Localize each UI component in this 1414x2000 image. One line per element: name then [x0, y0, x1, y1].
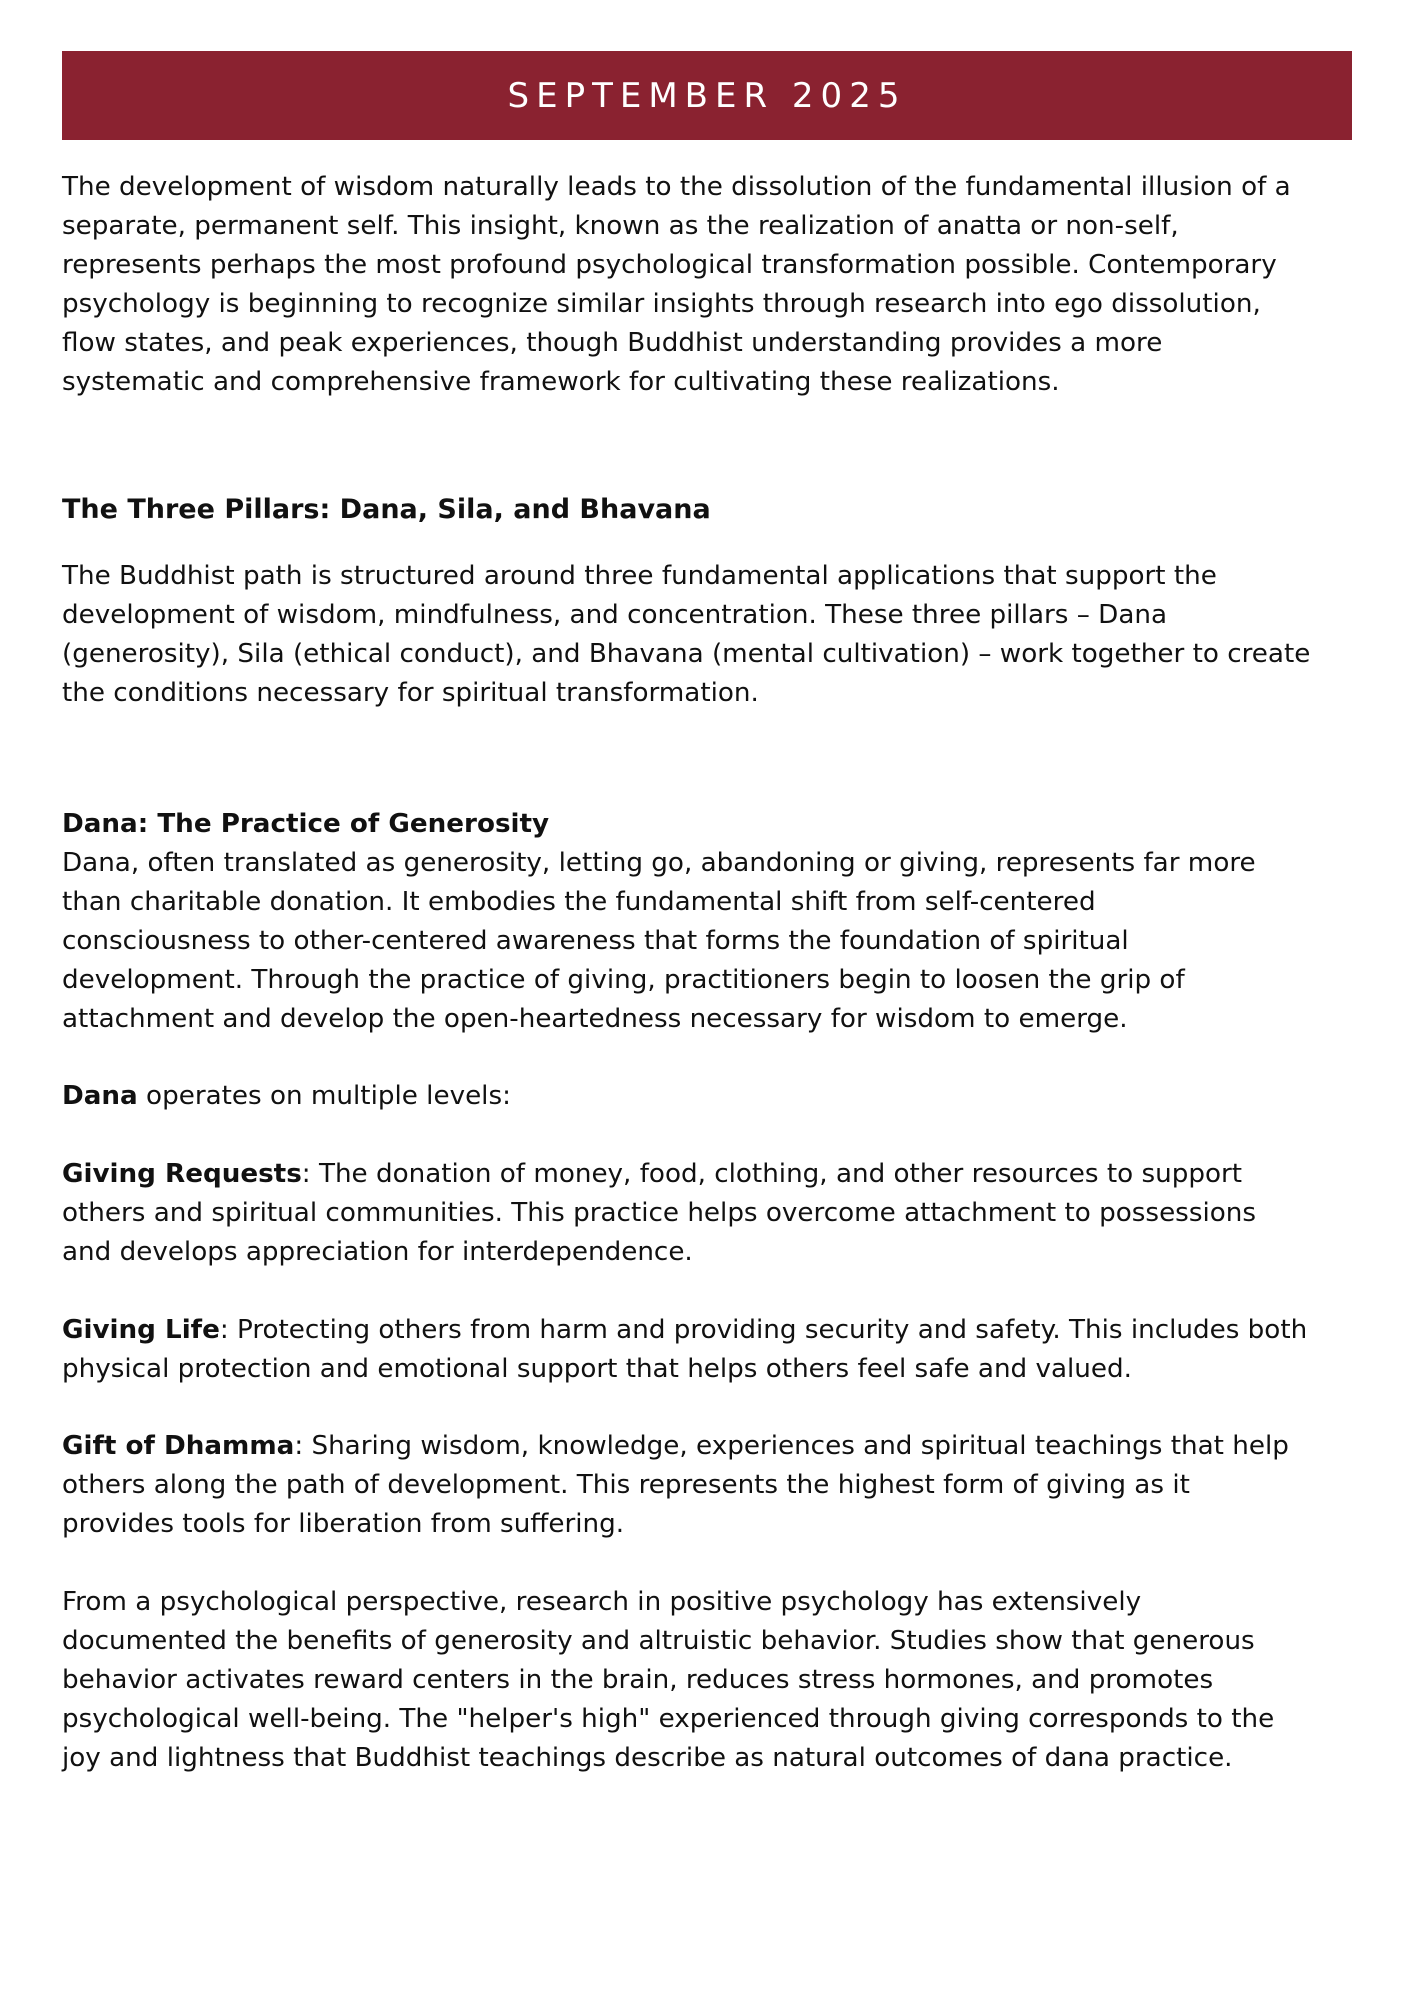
text-line: joy and lightness that Buddhist teachings describe as natural outcomes of dana practice.	[62, 1742, 1233, 1773]
text-line: psychology is beginning to recognize similar insights through research into ego dissolution,	[62, 288, 1261, 319]
level-text: : Protecting others from harm and providing security and safety. This includes both	[219, 1314, 1308, 1345]
text-line: Dana, often translated as generosity, letting go, abandoning or giving, represents far more	[62, 847, 1256, 878]
text-line: (generosity), Sila (ethical conduct), and Bhavana (mental cultivation) – work together to create	[62, 639, 1311, 670]
text-line: The development of wisdom naturally leads to the dissolution of the fundamental illusion of a	[62, 172, 1291, 202]
text-line: others along the path of development. This represents the highest form of giving as it	[62, 1470, 1190, 1501]
text-line	[62, 1155, 1352, 1194]
text-line: documented the benefits of generosity and altruistic behavior. Studies show that generous	[62, 1625, 1255, 1656]
level-gift-of-dhamma	[62, 1427, 1352, 1544]
level-giving-requests	[62, 1155, 1352, 1272]
banner-title: SEPTEMBER 2025	[507, 75, 907, 116]
article-body	[62, 168, 1352, 1778]
levels-intro	[62, 1077, 1352, 1116]
text-line: physical protection and emotional support that helps others feel safe and valued.	[62, 1353, 1132, 1384]
text-line: behavior activates reward centers in the brain, reduces stress hormones, and promotes	[62, 1664, 1214, 1695]
text-line: development of wisdom, mindfulness, and concentration. These three pillars – Dana	[62, 600, 1168, 631]
level-term: Giving Life	[62, 1314, 220, 1345]
page	[62, 51, 1352, 1778]
text-line: development. Through the practice of giving, practitioners begin to loosen the grip of	[62, 964, 1185, 995]
text-line: and develops appreciation for interdependence.	[62, 1236, 693, 1267]
text-line: than charitable donation. It embodies the fundamental shift from self-centered	[62, 886, 1096, 917]
text-line: attachment and develop the open-heartedness necessary for wisdom to emerge.	[62, 1003, 1128, 1034]
levels-intro-text: operates on multiple levels:	[137, 1081, 511, 1112]
level-term: Gift of Dhamma	[62, 1431, 295, 1462]
level-giving-life	[62, 1311, 1352, 1389]
text-line: provides tools for liberation from suffering.	[62, 1509, 625, 1540]
level-text: : The donation of money, food, clothing, and other resources to support	[301, 1159, 1243, 1190]
text-line: the conditions necessary for spiritual transformation.	[62, 678, 759, 709]
text-line	[62, 1311, 1352, 1350]
closing-paragraph	[62, 1583, 1352, 1778]
dana-heading: Dana: The Practice of Generosity	[62, 808, 550, 839]
text-line: separate, permanent self. This insight, known as the realization of anatta or non-self,	[62, 210, 1179, 241]
text-line: From a psychological perspective, research in positive psychology has extensively	[62, 1587, 1142, 1618]
text-line: The Buddhist path is structured around three fundamental applications that support the	[62, 561, 1217, 592]
text-line: others and spiritual communities. This practice helps overcome attachment to possessions	[62, 1198, 1257, 1228]
text-line: consciousness to other-centered awareness that forms the foundation of spiritual	[62, 925, 1129, 956]
three-pillars-paragraph	[62, 557, 1352, 713]
levels-intro-term: Dana	[62, 1081, 138, 1112]
three-pillars-heading: The Three Pillars: Dana, Sila, and Bhavana	[62, 494, 711, 526]
dana-paragraph	[62, 844, 1352, 1039]
month-banner	[62, 51, 1352, 140]
text-line: psychological well-being. The "helper's high" experienced through giving corresponds to the	[62, 1703, 1275, 1734]
text-line: represents perhaps the most profound psychological transformation possible. Contemporary	[62, 249, 1277, 280]
level-term: Giving Requests	[62, 1159, 302, 1190]
text-line	[62, 1427, 1352, 1466]
text-line: systematic and comprehensive framework for cultivating these realizations.	[62, 366, 1060, 397]
level-text: : Sharing wisdom, knowledge, experiences and spiritual teachings that help	[294, 1431, 1289, 1462]
text-line: flow states, and peak experiences, though Buddhist understanding provides a more	[62, 327, 1163, 358]
intro-paragraph	[62, 168, 1352, 401]
